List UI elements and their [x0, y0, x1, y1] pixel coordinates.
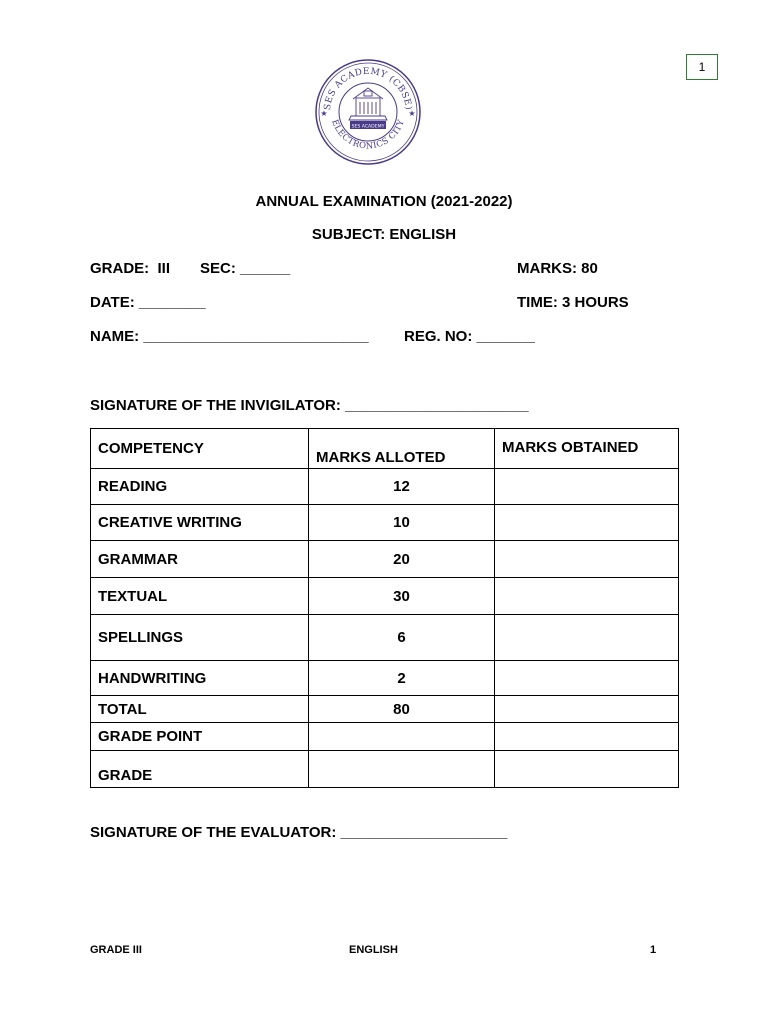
table-row [91, 751, 679, 788]
star-icon: ★ [408, 109, 416, 118]
svg-text:SES ACADEMY: SES ACADEMY [351, 124, 385, 130]
allotted-cell: 6 [309, 615, 495, 661]
competency-cell: READING [91, 469, 309, 505]
allotted-cell: 10 [309, 505, 495, 541]
allotted-cell: 2 [309, 661, 495, 696]
page-number-box: 1 [686, 54, 718, 80]
school-logo [313, 58, 423, 166]
invigilator-signature: SIGNATURE OF THE INVIGILATOR: ______________________ [90, 397, 529, 414]
table-row [91, 469, 679, 505]
header-marks-obtained: MARKS OBTAINED [495, 429, 679, 469]
allotted-cell: 20 [309, 541, 495, 578]
obtained-cell [495, 615, 679, 661]
allotted-cell [309, 751, 495, 788]
obtained-cell [495, 661, 679, 696]
competency-cell: TOTAL [91, 696, 309, 723]
subject-line: SUBJECT: ENGLISH [311, 226, 457, 243]
obtained-cell [495, 505, 679, 541]
table-row [91, 615, 679, 661]
table-row [91, 541, 679, 578]
date-field: DATE: ________ [90, 294, 206, 311]
allotted-cell: 80 [309, 696, 495, 723]
obtained-cell [495, 696, 679, 723]
header-competency: COMPETENCY [91, 429, 309, 469]
obtained-cell [495, 469, 679, 505]
name-field: NAME: ___________________________ [90, 328, 369, 345]
svg-text:ELECTRONICS CITY: ELECTRONICS CITY [329, 118, 407, 152]
table-row [91, 505, 679, 541]
time-field: TIME: 3 HOURS [517, 294, 629, 311]
table-row [91, 578, 679, 615]
marks-field: MARKS: 80 [517, 260, 598, 277]
evaluator-signature: SIGNATURE OF THE EVALUATOR: ____________________ [90, 824, 508, 841]
competency-cell: GRADE [91, 751, 309, 788]
obtained-cell [495, 578, 679, 615]
exam-title: ANNUAL EXAMINATION (2021-2022) [255, 193, 513, 210]
building-icon [349, 88, 387, 120]
footer-page-number: 1 [650, 944, 657, 956]
allotted-cell [309, 723, 495, 751]
svg-text:SES ACADEMY (CBSE): SES ACADEMY (CBSE) [322, 66, 413, 111]
obtained-cell [495, 723, 679, 751]
table-row [91, 723, 679, 751]
competency-cell: GRAMMAR [91, 541, 309, 578]
competency-cell: SPELLINGS [91, 615, 309, 661]
star-icon: ★ [320, 109, 328, 118]
obtained-cell [495, 751, 679, 788]
obtained-cell [495, 541, 679, 578]
competency-cell: TEXTUAL [91, 578, 309, 615]
table-row [91, 696, 679, 723]
grade-field: GRADE: III [90, 260, 171, 277]
allotted-cell: 30 [309, 578, 495, 615]
footer-subject: ENGLISH [349, 944, 398, 956]
header-marks-allotted: MARKS ALLOTED [309, 429, 495, 469]
table-header-row [91, 429, 679, 469]
competency-table [90, 428, 679, 788]
competency-cell: CREATIVE WRITING [91, 505, 309, 541]
allotted-cell: 12 [309, 469, 495, 505]
table-row [91, 661, 679, 696]
section-field: SEC: ______ [200, 260, 291, 277]
competency-cell: GRADE POINT [91, 723, 309, 751]
footer-grade: GRADE III [90, 944, 142, 956]
reg-no-field: REG. NO: _______ [404, 328, 535, 345]
competency-cell: HANDWRITING [91, 661, 309, 696]
